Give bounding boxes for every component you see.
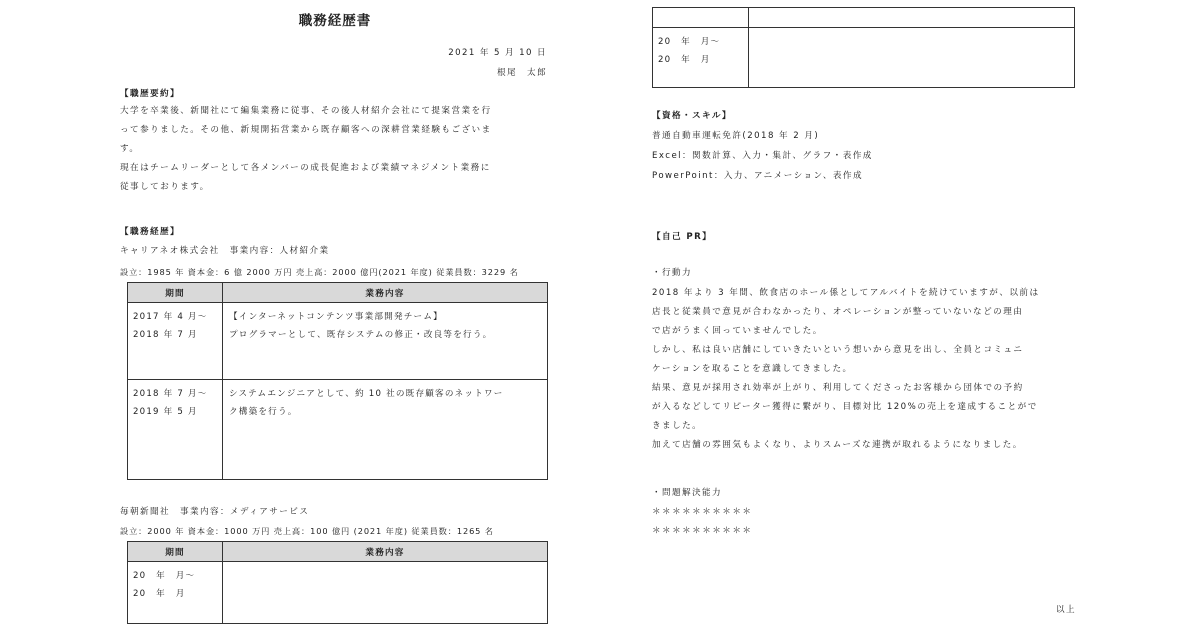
desc-line: システムエンジニアとして、約 10 社の既存顧客のネットワー <box>229 389 504 399</box>
period-cell <box>653 8 749 28</box>
self-pr-body-2 <box>652 503 1076 541</box>
history-table <box>127 282 548 480</box>
self-pr-section-title: ・行動力 <box>652 268 692 278</box>
self-pr-body <box>652 284 1076 455</box>
table-header-row <box>128 283 548 303</box>
summary-line: 従事しております。 <box>120 182 210 192</box>
pr-line: で店がうまく回っていませんでした。 <box>652 326 823 336</box>
period-end: 20 年 月 <box>658 55 711 65</box>
company-header: キャリアネオ株式会社 事業内容：人材紹介業 <box>120 246 330 256</box>
period-header: 期間 <box>128 542 223 562</box>
summary-line: って参りました。その他、新規開拓営業から既存顧客への深耕営業経験もございま <box>120 125 492 135</box>
pr-line: 店長と従業員で意見が合わなかったり、オペレーションが整っていないなどの理由 <box>652 307 1024 317</box>
summary-line: 現在はチームリーダーとして各メンバーの成長促進および業績マネジメント業務に <box>120 163 491 173</box>
pr-line: 加えて店舗の雰囲気もよくなり、よりスムーズな連携が取れるようになりました。 <box>652 440 1023 450</box>
desc-line: プログラマーとして、既存システムの修正・改良等を行う。 <box>229 330 493 340</box>
desc-line: ク構築を行う。 <box>229 407 298 417</box>
period-end: 20 年 月 <box>133 589 186 599</box>
history-table-continued <box>652 7 1075 88</box>
self-pr-section-title: ・問題解決能力 <box>652 488 722 498</box>
pr-line: ＊＊＊＊＊＊＊＊＊＊ <box>652 526 753 536</box>
closing-mark: 以上 <box>1056 605 1076 615</box>
period-cell <box>653 28 749 88</box>
period-header: 期間 <box>128 283 223 303</box>
pr-line: ＊＊＊＊＊＊＊＊＊＊ <box>652 507 753 517</box>
table-row <box>128 562 548 624</box>
pr-line: 2018 年より 3 年間、飲食店のホール係としてアルバイトを続けていますが、以前は <box>652 288 1040 298</box>
summary-body <box>120 102 550 197</box>
desc-line: 【インターネットコンテンツ事業部開発チーム】 <box>229 312 443 322</box>
summary-line: す。 <box>120 144 140 154</box>
period-end: 2018 年 7 月 <box>133 330 198 340</box>
table-row <box>128 380 548 480</box>
table-row <box>653 28 1075 88</box>
desc-header: 業務内容 <box>223 283 548 303</box>
skills-body <box>652 126 1076 186</box>
skill-line: Excel：関数計算、入力・集計、グラフ・表作成 <box>652 151 873 161</box>
period-start: 20 年 月～ <box>133 571 196 581</box>
period-end: 2019 年 5 月 <box>133 407 198 417</box>
company-info: 設立：2000 年 資本金：1000 万円 売上高：100 億円 (2021 年度) 従業員数：1265 名 <box>120 526 494 536</box>
period-start: 20 年 月～ <box>658 37 721 47</box>
author-name: 根尾 太郎 <box>497 68 547 78</box>
document-title: 職務経歴書 <box>298 13 372 29</box>
document-date: 2021 年 5 月 10 日 <box>448 48 547 58</box>
pr-line: ケーションを取ることを意識してきました。 <box>652 364 853 374</box>
desc-cell <box>223 380 548 480</box>
period-cell <box>128 562 223 624</box>
pr-line: 結果、意見が採用され効率が上がり、利用してくださったお客様から団体での予約 <box>652 383 1024 393</box>
skill-line: PowerPoint：入力、アニメーション、表作成 <box>652 171 864 181</box>
company-info: 設立：1985 年 資本金：6 億 2000 万円 売上高：2000 億円(2021 年度) 従業員数：3229 名 <box>120 267 519 277</box>
period-cell <box>128 380 223 480</box>
table-row <box>128 303 548 380</box>
skill-line: 普通自動車運転免許(2018 年 2 月) <box>652 131 820 141</box>
pr-line: しかし、私は良い店舗にしていきたいという想いから意見を出し、全員とコミュニ <box>652 345 1024 355</box>
table-row <box>653 8 1075 28</box>
skills-heading: 【資格・スキル】 <box>652 111 732 121</box>
desc-header: 業務内容 <box>223 542 548 562</box>
pr-line: きました。 <box>652 421 703 431</box>
period-start: 2018 年 7 月～ <box>133 389 208 399</box>
history-table <box>127 541 548 624</box>
period-start: 2017 年 4 月～ <box>133 312 208 322</box>
desc-cell <box>223 562 548 624</box>
desc-cell <box>223 303 548 380</box>
period-cell <box>128 303 223 380</box>
desc-cell <box>749 28 1075 88</box>
summary-line: 大学を卒業後、新聞社にて編集業務に従事、その後人材紹介会社にて提案営業を行 <box>120 106 492 116</box>
history-heading: 【職務経歴】 <box>120 227 180 237</box>
company-header: 毎朝新聞社 事業内容：メディアサービス <box>120 507 310 517</box>
self-pr-heading: 【自己 PR】 <box>652 232 713 242</box>
summary-heading: 【職歴要約】 <box>120 89 180 99</box>
pr-line: が入るなどしてリピーター獲得に繋がり、目標対比 120%の売上を達成することがで <box>652 402 1038 412</box>
table-header-row <box>128 542 548 562</box>
desc-cell <box>749 8 1075 28</box>
